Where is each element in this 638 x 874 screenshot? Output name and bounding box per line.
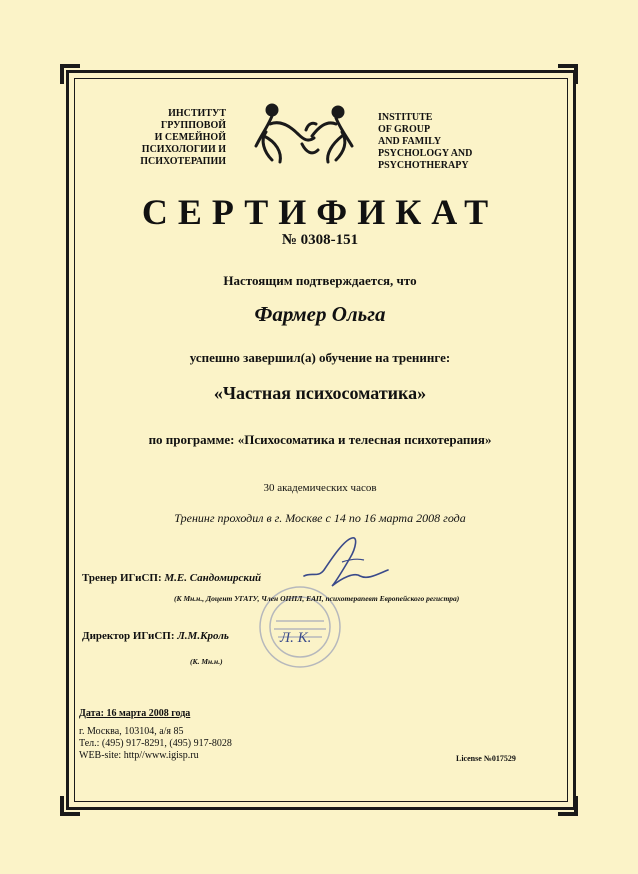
institute-en-line: OF GROUP: [378, 124, 431, 135]
trainer-signature-line: [82, 572, 261, 584]
corner-ornament-icon: [556, 794, 578, 816]
training-name: «Частная психосоматика»: [213, 383, 427, 403]
director-label: Директор ИГиСП:: [82, 630, 175, 642]
director-signature-line: [82, 630, 229, 642]
hours-text: 30 академических часов: [263, 482, 377, 494]
institute-en-line: AND FAMILY: [378, 136, 442, 147]
institute-name-ru: [130, 108, 226, 168]
institute-en-line: PSYCHOLOGY AND: [378, 148, 473, 159]
trainer-handwritten-signature-icon: [298, 532, 390, 594]
contact-block: [79, 726, 232, 762]
corner-ornament-icon: [556, 64, 578, 86]
website: WEB-site: http//www.igisp.ru: [79, 750, 199, 761]
license-number: License №017529: [456, 754, 516, 763]
institute-ru-line: ПСИХОТЕРАПИИ: [140, 156, 226, 167]
certificate-title: СЕРТИФИКАТ: [141, 192, 499, 232]
training-dates: Тренинг проходил в г. Москве с 14 по 16 марта 2008 года: [174, 511, 466, 525]
completed-text: успешно завершил(а) обучение на тренинге:: [189, 350, 451, 365]
corner-ornament-icon: [60, 64, 82, 86]
program-text: по программе: «Психосоматика и телесная психотерапия»: [148, 432, 492, 447]
confirm-text: Настоящим подтверждается, что: [223, 273, 417, 288]
address: г. Москва, 103104, а/я 85: [79, 726, 184, 737]
recipient-name: Фармер Ольга: [254, 302, 386, 326]
institute-en-line: INSTITUTE: [378, 112, 433, 123]
certificate-number: № 0308-151: [281, 232, 359, 248]
dancing-figures-logo-icon: [246, 100, 362, 166]
issue-date: Дата: 16 марта 2008 года: [79, 708, 191, 719]
institute-name-en: [378, 112, 518, 172]
phone: Тел.: (495) 917-8291, (495) 917-8028: [79, 738, 232, 749]
trainer-label: Тренер ИГиСП:: [82, 572, 162, 584]
director-handwritten-signature-icon: [276, 624, 322, 648]
director-name: Л.М.Кроль: [177, 630, 229, 642]
institute-ru-line: ПСИХОЛОГИИ И: [141, 144, 226, 155]
institute-en-line: PSYCHOTHERAPY: [378, 160, 469, 171]
trainer-credentials: (К Мн.н., Доцент УГАТУ, Член ОППЛ, ЕАП, психотерапевт Европейского регистра): [174, 594, 460, 603]
institute-ru-line: И СЕМЕЙНОЙ: [154, 132, 226, 143]
director-signature-text: Л. К.: [280, 630, 312, 646]
director-credentials: (К. Мн.н.): [190, 657, 223, 666]
institute-ru-line: ГРУППОВОЙ: [160, 120, 226, 131]
institute-ru-line: ИНСТИТУТ: [168, 108, 226, 119]
trainer-name: М.Е. Сандомирский: [164, 572, 262, 584]
corner-ornament-icon: [60, 794, 82, 816]
